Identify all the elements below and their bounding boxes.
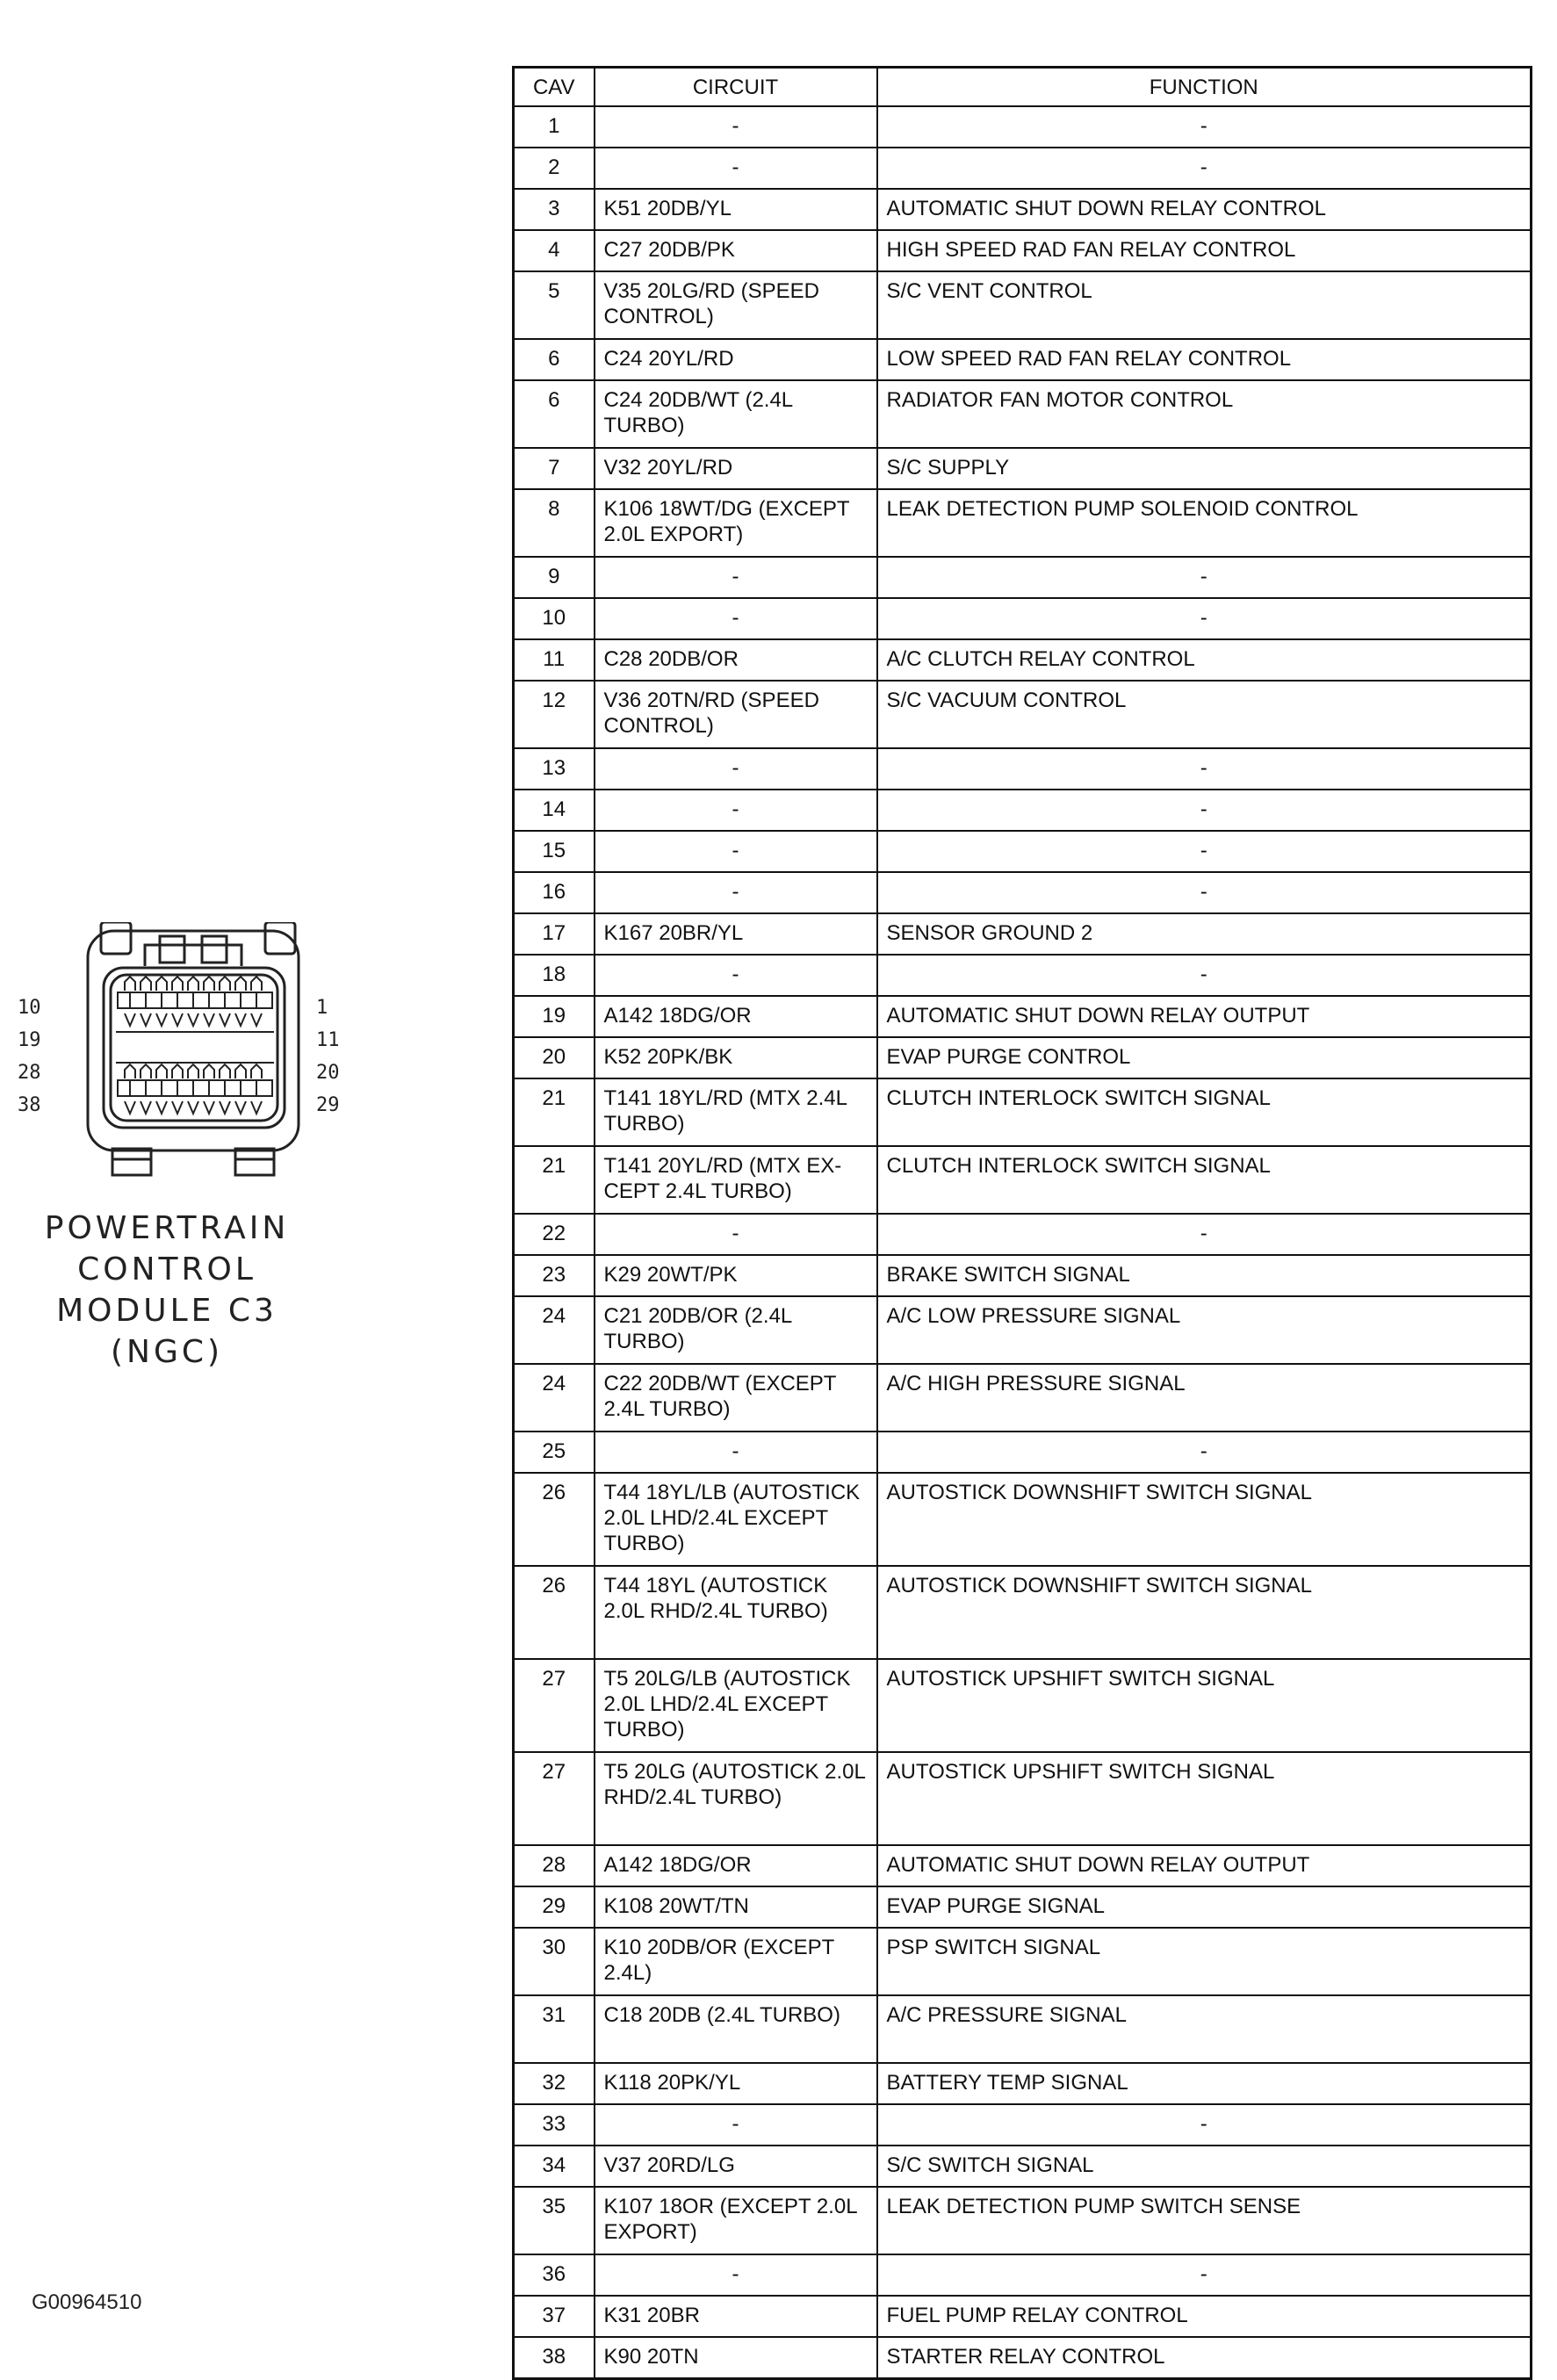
table-row	[514, 1886, 1532, 1928]
circuit-cell: K31 20BR	[595, 2296, 877, 2337]
table-row	[514, 1566, 1532, 1659]
circuit-cell: C22 20DB/WT (EXCEPT 2.4L TURBO)	[595, 1364, 877, 1432]
circuit-cell: A142 18DG/OR	[595, 996, 877, 1037]
header-cav: CAV	[514, 68, 595, 107]
circuit-cell: -	[595, 557, 877, 598]
table-row	[514, 639, 1532, 681]
cav-cell: 6	[514, 339, 595, 380]
cav-cell: 27	[514, 1752, 595, 1845]
pin-label-left-3: 28	[18, 1062, 41, 1084]
table-row	[514, 448, 1532, 489]
table-row	[514, 2146, 1532, 2187]
pin-label-left-2: 19	[18, 1029, 41, 1051]
circuit-cell: -	[595, 148, 877, 189]
function-cell: AUTOSTICK UPSHIFT SWITCH SIGNAL	[877, 1752, 1532, 1845]
connector-diagram	[18, 922, 351, 1186]
table-body	[514, 106, 1532, 2379]
circuit-cell: -	[595, 1432, 877, 1473]
table-row	[514, 748, 1532, 790]
table-row	[514, 996, 1532, 1037]
function-cell: -	[877, 748, 1532, 790]
cav-cell: 21	[514, 1078, 595, 1146]
function-cell: RADIATOR FAN MOTOR CONTROL	[877, 380, 1532, 448]
cav-cell: 19	[514, 996, 595, 1037]
cav-cell: 23	[514, 1255, 595, 1296]
table-row	[514, 2187, 1532, 2254]
circuit-cell: -	[595, 831, 877, 872]
function-cell: S/C SWITCH SIGNAL	[877, 2146, 1532, 2187]
table-row	[514, 1845, 1532, 1886]
connector-face-icon	[18, 922, 351, 1186]
function-cell: AUTOMATIC SHUT DOWN RELAY CONTROL	[877, 189, 1532, 230]
function-cell: -	[877, 557, 1532, 598]
table-row	[514, 1146, 1532, 1214]
cav-cell: 9	[514, 557, 595, 598]
pin-label-right-4: 29	[316, 1094, 340, 1116]
circuit-cell: V37 20RD/LG	[595, 2146, 877, 2187]
cav-cell: 25	[514, 1432, 595, 1473]
table-row	[514, 1659, 1532, 1752]
function-cell: HIGH SPEED RAD FAN RELAY CONTROL	[877, 230, 1532, 271]
circuit-cell: V35 20LG/RD (SPEED CONTROL)	[595, 271, 877, 339]
circuit-cell: -	[595, 790, 877, 831]
table-header-row	[514, 68, 1532, 107]
cav-cell: 2	[514, 148, 595, 189]
cav-cell: 20	[514, 1037, 595, 1078]
table-row	[514, 489, 1532, 557]
function-cell: S/C VENT CONTROL	[877, 271, 1532, 339]
circuit-cell: -	[595, 1214, 877, 1255]
table-row	[514, 1928, 1532, 1995]
circuit-cell: C24 20YL/RD	[595, 339, 877, 380]
cav-cell: 21	[514, 1146, 595, 1214]
table-row	[514, 1473, 1532, 1566]
function-cell: -	[877, 148, 1532, 189]
cav-cell: 17	[514, 913, 595, 955]
circuit-cell: T141 18YL/RD (MTX 2.4L TURBO)	[595, 1078, 877, 1146]
caption-line: CONTROL	[77, 1251, 256, 1287]
function-cell: S/C VACUUM CONTROL	[877, 681, 1532, 748]
circuit-cell: -	[595, 955, 877, 996]
pin-label-right-1: 1	[316, 997, 328, 1019]
function-cell: LEAK DETECTION PUMP SOLENOID CONTROL	[877, 489, 1532, 557]
circuit-cell: C28 20DB/OR	[595, 639, 877, 681]
function-cell: AUTOSTICK DOWNSHIFT SWITCH SIGNAL	[877, 1566, 1532, 1659]
cav-cell: 22	[514, 1214, 595, 1255]
circuit-cell: C27 20DB/PK	[595, 230, 877, 271]
circuit-cell: V32 20YL/RD	[595, 448, 877, 489]
function-cell: AUTOMATIC SHUT DOWN RELAY OUTPUT	[877, 996, 1532, 1037]
function-cell: -	[877, 2104, 1532, 2146]
cav-cell: 13	[514, 748, 595, 790]
cav-cell: 8	[514, 489, 595, 557]
table-row	[514, 2104, 1532, 2146]
circuit-cell: T44 18YL (AUTOSTICK 2.0L RHD/2.4L TURBO)	[595, 1566, 877, 1659]
cav-cell: 11	[514, 639, 595, 681]
table-row	[514, 790, 1532, 831]
function-cell: -	[877, 598, 1532, 639]
cav-cell: 29	[514, 1886, 595, 1928]
caption-line: MODULE C3	[56, 1293, 278, 1329]
header-function: FUNCTION	[877, 68, 1532, 107]
cav-cell: 12	[514, 681, 595, 748]
pin-label-right-3: 20	[316, 1062, 340, 1084]
cav-cell: 37	[514, 2296, 595, 2337]
circuit-cell: K106 18WT/DG (EXCEPT 2.0L EXPORT)	[595, 489, 877, 557]
function-cell: AUTOSTICK DOWNSHIFT SWITCH SIGNAL	[877, 1473, 1532, 1566]
table-row	[514, 955, 1532, 996]
table-row	[514, 2254, 1532, 2296]
table-row	[514, 1364, 1532, 1432]
circuit-cell: K118 20PK/YL	[595, 2063, 877, 2104]
table-row	[514, 2063, 1532, 2104]
table-row	[514, 271, 1532, 339]
cav-cell: 16	[514, 872, 595, 913]
caption-line: (NGC)	[110, 1334, 224, 1370]
pin-label-left-4: 38	[18, 1094, 41, 1116]
cav-cell: 30	[514, 1928, 595, 1995]
cav-cell: 26	[514, 1473, 595, 1566]
circuit-cell: K52 20PK/BK	[595, 1037, 877, 1078]
cav-cell: 33	[514, 2104, 595, 2146]
table-row	[514, 1255, 1532, 1296]
function-cell: EVAP PURGE SIGNAL	[877, 1886, 1532, 1928]
function-cell: AUTOMATIC SHUT DOWN RELAY OUTPUT	[877, 1845, 1532, 1886]
function-cell: AUTOSTICK UPSHIFT SWITCH SIGNAL	[877, 1659, 1532, 1752]
circuit-cell: T5 20LG/LB (AUTOSTICK 2.0L LHD/2.4L EXCEPT TURBO)	[595, 1659, 877, 1752]
cav-cell: 3	[514, 189, 595, 230]
circuit-cell: K90 20TN	[595, 2337, 877, 2379]
table-row	[514, 913, 1532, 955]
function-cell: CLUTCH INTERLOCK SWITCH SIGNAL	[877, 1146, 1532, 1214]
cav-cell: 24	[514, 1296, 595, 1364]
table-row	[514, 557, 1532, 598]
cav-cell: 6	[514, 380, 595, 448]
cav-cell: 31	[514, 1995, 595, 2063]
circuit-cell: -	[595, 872, 877, 913]
function-cell: SENSOR GROUND 2	[877, 913, 1532, 955]
table-row	[514, 831, 1532, 872]
circuit-cell: V36 20TN/RD (SPEED CONTROL)	[595, 681, 877, 748]
cav-cell: 18	[514, 955, 595, 996]
circuit-cell: T141 20YL/RD (MTX EX-CEPT 2.4L TURBO)	[595, 1146, 877, 1214]
function-cell: CLUTCH INTERLOCK SWITCH SIGNAL	[877, 1078, 1532, 1146]
table-row	[514, 1214, 1532, 1255]
pinout-table	[512, 66, 1532, 2380]
connector-caption	[35, 1208, 299, 1373]
table-row	[514, 1995, 1532, 2063]
function-cell: -	[877, 872, 1532, 913]
function-cell: A/C PRESSURE SIGNAL	[877, 1995, 1532, 2063]
table-row	[514, 148, 1532, 189]
table-row	[514, 189, 1532, 230]
cav-cell: 26	[514, 1566, 595, 1659]
table-row	[514, 1296, 1532, 1364]
function-cell: LEAK DETECTION PUMP SWITCH SENSE	[877, 2187, 1532, 2254]
function-cell: -	[877, 1214, 1532, 1255]
header-circuit: CIRCUIT	[595, 68, 877, 107]
function-cell: -	[877, 831, 1532, 872]
cav-cell: 27	[514, 1659, 595, 1752]
table-row	[514, 872, 1532, 913]
function-cell: PSP SWITCH SIGNAL	[877, 1928, 1532, 1995]
function-cell: -	[877, 790, 1532, 831]
table-row	[514, 2296, 1532, 2337]
caption-line: POWERTRAIN	[44, 1210, 290, 1246]
circuit-cell: K10 20DB/OR (EXCEPT 2.4L)	[595, 1928, 877, 1995]
circuit-cell: K108 20WT/TN	[595, 1886, 877, 1928]
circuit-cell: K107 18OR (EXCEPT 2.0L EXPORT)	[595, 2187, 877, 2254]
cav-cell: 38	[514, 2337, 595, 2379]
table-row	[514, 230, 1532, 271]
circuit-cell: K51 20DB/YL	[595, 189, 877, 230]
pin-label-right-2: 11	[316, 1029, 340, 1051]
function-cell: -	[877, 2254, 1532, 2296]
function-cell: A/C LOW PRESSURE SIGNAL	[877, 1296, 1532, 1364]
circuit-cell: K29 20WT/PK	[595, 1255, 877, 1296]
circuit-cell: C18 20DB (2.4L TURBO)	[595, 1995, 877, 2063]
figure-id: G00964510	[32, 2290, 142, 2314]
table-row	[514, 1037, 1532, 1078]
function-cell: A/C HIGH PRESSURE SIGNAL	[877, 1364, 1532, 1432]
circuit-cell: K167 20BR/YL	[595, 913, 877, 955]
function-cell: S/C SUPPLY	[877, 448, 1532, 489]
function-cell: A/C CLUTCH RELAY CONTROL	[877, 639, 1532, 681]
function-cell: STARTER RELAY CONTROL	[877, 2337, 1532, 2379]
function-cell: -	[877, 106, 1532, 148]
pin-label-left-1: 10	[18, 997, 41, 1019]
cav-cell: 7	[514, 448, 595, 489]
function-cell: EVAP PURGE CONTROL	[877, 1037, 1532, 1078]
cav-cell: 1	[514, 106, 595, 148]
function-cell: FUEL PUMP RELAY CONTROL	[877, 2296, 1532, 2337]
circuit-cell: T44 18YL/LB (AUTOSTICK 2.0L LHD/2.4L EXCEPT TURBO)	[595, 1473, 877, 1566]
function-cell: BRAKE SWITCH SIGNAL	[877, 1255, 1532, 1296]
table-row	[514, 1078, 1532, 1146]
circuit-cell: -	[595, 2104, 877, 2146]
circuit-cell: -	[595, 598, 877, 639]
cav-cell: 4	[514, 230, 595, 271]
table-row	[514, 339, 1532, 380]
table-row	[514, 380, 1532, 448]
cav-cell: 34	[514, 2146, 595, 2187]
cav-cell: 5	[514, 271, 595, 339]
table-row	[514, 2337, 1532, 2379]
function-cell: LOW SPEED RAD FAN RELAY CONTROL	[877, 339, 1532, 380]
cav-cell: 14	[514, 790, 595, 831]
circuit-cell: T5 20LG (AUTOSTICK 2.0L RHD/2.4L TURBO)	[595, 1752, 877, 1845]
function-cell: -	[877, 955, 1532, 996]
table-row	[514, 106, 1532, 148]
table-row	[514, 1752, 1532, 1845]
circuit-cell: -	[595, 748, 877, 790]
circuit-cell: C24 20DB/WT (2.4L TURBO)	[595, 380, 877, 448]
circuit-cell: C21 20DB/OR (2.4L TURBO)	[595, 1296, 877, 1364]
cav-cell: 32	[514, 2063, 595, 2104]
function-cell: -	[877, 1432, 1532, 1473]
table-row	[514, 681, 1532, 748]
table-row	[514, 1432, 1532, 1473]
function-cell: BATTERY TEMP SIGNAL	[877, 2063, 1532, 2104]
circuit-cell: -	[595, 2254, 877, 2296]
cav-cell: 36	[514, 2254, 595, 2296]
circuit-cell: A142 18DG/OR	[595, 1845, 877, 1886]
cav-cell: 15	[514, 831, 595, 872]
cav-cell: 35	[514, 2187, 595, 2254]
cav-cell: 10	[514, 598, 595, 639]
cav-cell: 28	[514, 1845, 595, 1886]
cav-cell: 24	[514, 1364, 595, 1432]
table-row	[514, 598, 1532, 639]
circuit-cell: -	[595, 106, 877, 148]
